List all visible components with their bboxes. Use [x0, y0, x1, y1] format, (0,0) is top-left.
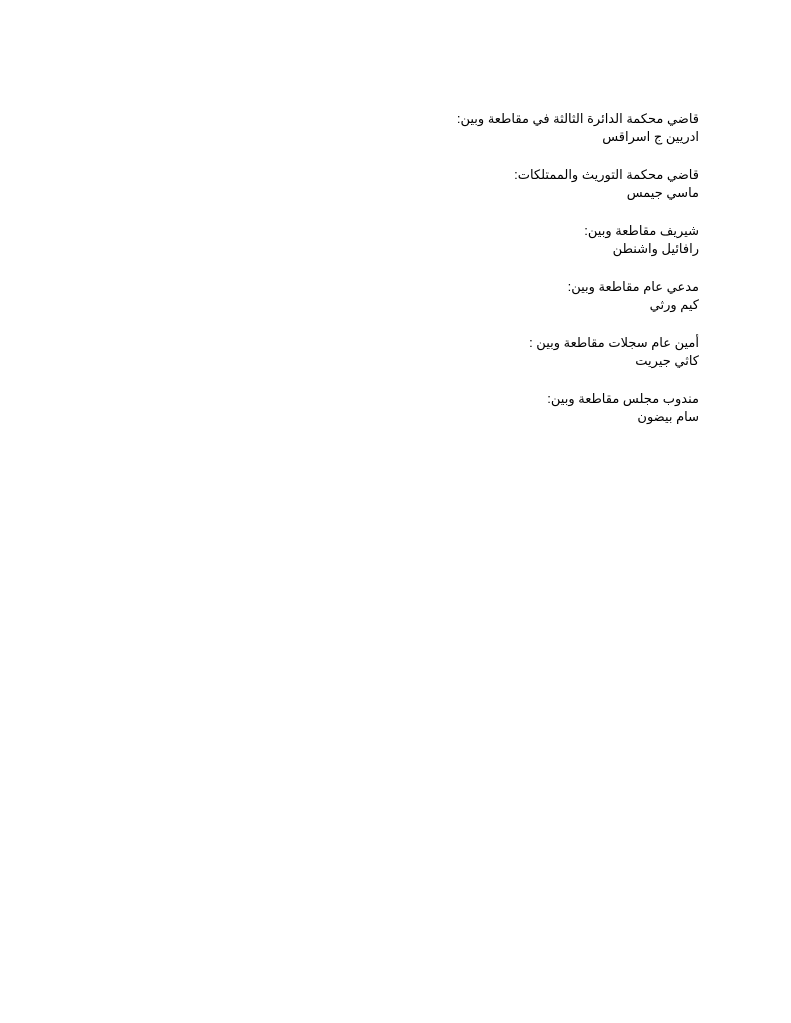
- official-name: رافائيل واشنطن: [612, 241, 699, 256]
- official-entry-prosecutor: [299, 278, 699, 314]
- office-title: قاضي محكمة الدائرة الثالثة في مقاطعة وبين:: [456, 111, 699, 126]
- office-title: مدعي عام مقاطعة وبين:: [567, 279, 699, 294]
- office-title: مندوب مجلس مقاطعة وبين:: [547, 391, 699, 406]
- office-title: أمين عام سجلات مقاطعة وبين :: [529, 335, 699, 350]
- official-entry-sheriff: [299, 222, 699, 258]
- office-title: شيريف مقاطعة وبين:: [584, 223, 699, 238]
- official-name: كاثي جيريت: [635, 353, 699, 368]
- official-entry-circuit-judge: [299, 110, 699, 146]
- official-entry-probate-judge: [299, 166, 699, 202]
- official-name: ادريين ج اسراقس: [602, 129, 699, 144]
- official-entry-register-of-deeds: [299, 334, 699, 370]
- official-entry-commissioner: [299, 390, 699, 426]
- official-name: ماسي جيمس: [626, 185, 699, 200]
- official-name: سام بيضون: [637, 409, 699, 424]
- official-name: كيم ورثي: [649, 297, 699, 312]
- officials-list: [299, 110, 699, 446]
- office-title: قاضي محكمة التوريث والممتلكات:: [514, 167, 699, 182]
